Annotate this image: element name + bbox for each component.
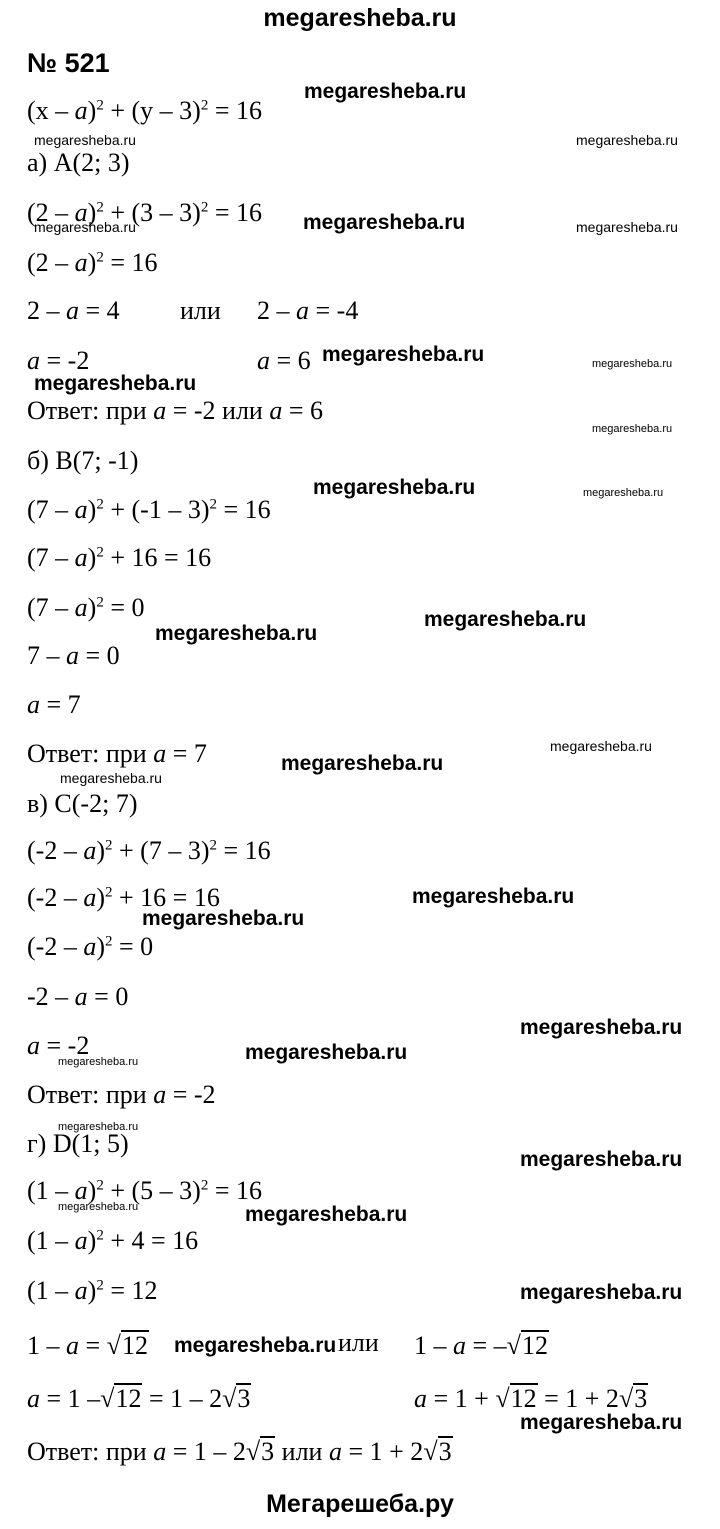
part-d-answer: Ответ: при a = 1 – 2√3 или a = 1 + 2√3	[27, 1437, 452, 1466]
part-a-line-3-left: 2 – a = 4	[27, 296, 120, 325]
part-b-line-5: a = 7	[27, 690, 81, 719]
watermark: megaresheba.ru	[34, 132, 136, 148]
part-b-line-4: 7 – a = 0	[27, 641, 120, 670]
part-d-line-3: (1 – a)$^2$ = 12	[27, 1276, 158, 1305]
watermark: megaresheba.ru	[303, 211, 466, 234]
sqrt-3: √3	[618, 1384, 648, 1413]
sqrt-3: √3	[222, 1384, 251, 1413]
part-c-line-3: (-2 – a)$^2$ = 0	[27, 932, 154, 961]
watermark: megaresheba.ru	[322, 343, 485, 366]
part-d-line-4-left: 1 – a = √12	[27, 1331, 148, 1360]
part-d-line-5-right: a = 1 + √12 = 1 + 2√3	[414, 1384, 648, 1413]
part-c-answer: Ответ: при a = -2	[27, 1080, 216, 1109]
part-c-line-5: a = -2	[27, 1031, 90, 1060]
part-b-line-3: (7 – a)$^2$ = 0	[27, 593, 145, 622]
part-d-line-5-left: a = 1 –√12 = 1 – 2√3	[27, 1384, 251, 1413]
part-d-line-1: (1 – a)$^2$ + (5 – 3)$^2$ = 16	[27, 1176, 262, 1205]
part-a-answer: Ответ: при a = -2 или a = 6	[27, 396, 324, 425]
watermark: megaresheba.ru	[550, 738, 652, 754]
site-footer: Мегарешеба.ру	[266, 1490, 454, 1518]
sqrt-12: √12	[506, 1331, 548, 1360]
sqrt-3: √3	[245, 1437, 275, 1466]
part-d-line-4-or: или	[338, 1328, 379, 1357]
main-equation: (x – a)$^2$ + (y – 3)$^2$ = 16	[27, 96, 262, 125]
part-b-header: б) B(7; -1)	[27, 446, 139, 475]
watermark: megaresheba.ru	[520, 1148, 683, 1171]
watermark: megaresheba.ru	[155, 622, 318, 645]
part-b-line-1: (7 – a)$^2$ + (-1 – 3)$^2$ = 16	[27, 495, 271, 524]
part-a-header: а) A(2; 3)	[27, 148, 130, 177]
part-a-line-4-right: a = 6	[257, 346, 311, 375]
watermark: megaresheba.ru	[412, 885, 575, 908]
watermark: megaresheba.ru	[245, 1203, 408, 1226]
watermark: megaresheba.ru	[313, 476, 476, 499]
part-c-header: в) C(-2; 7)	[27, 789, 138, 818]
watermark: megaresheba.ru	[583, 487, 664, 499]
watermark: megaresheba.ru	[592, 358, 673, 370]
watermark: megaresheba.ru	[58, 1056, 139, 1068]
watermark: megaresheba.ru	[60, 770, 162, 786]
part-a-line-3-right: 2 – a = -4	[257, 296, 359, 325]
part-c-line-2: (-2 – a)$^2$ + 16 = 16	[27, 883, 220, 912]
part-a-line-1: (2 – a)$^2$ + (3 – 3)$^2$ = 16	[27, 198, 262, 227]
part-a-line-2: (2 – a)$^2$ = 16	[27, 248, 158, 277]
watermark: megaresheba.ru	[592, 423, 673, 435]
watermark: megaresheba.ru	[576, 132, 678, 148]
sqrt-12: √12	[495, 1384, 537, 1413]
site-header: megaresheba.ru	[263, 4, 457, 32]
watermark: megaresheba.ru	[142, 907, 305, 930]
part-a-line-4-left: a = -2	[27, 346, 90, 375]
watermark: megaresheba.ru	[304, 80, 467, 103]
watermark: megaresheba.ru	[34, 372, 197, 395]
sqrt-12: √12	[106, 1331, 148, 1360]
watermark: megaresheba.ru	[58, 1121, 139, 1133]
part-b-answer: Ответ: при a = 7	[27, 739, 207, 768]
watermark: megaresheba.ru	[281, 752, 444, 775]
watermark: megaresheba.ru	[520, 1016, 683, 1039]
watermark: megaresheba.ru	[520, 1411, 683, 1434]
part-c-line-1: (-2 – a)$^2$ + (7 – 3)$^2$ = 16	[27, 836, 271, 865]
part-d-header: г) D(1; 5)	[27, 1129, 129, 1158]
watermark: megaresheba.ru	[520, 1281, 683, 1304]
watermark: megaresheba.ru	[424, 608, 587, 631]
part-d-line-4-right: 1 – a = –√12	[414, 1331, 548, 1360]
sqrt-12: √12	[100, 1384, 142, 1413]
problem-number: № 521	[27, 48, 110, 78]
part-d-line-2: (1 – a)$^2$ + 4 = 16	[27, 1226, 199, 1255]
watermark: megaresheba.ru	[245, 1041, 408, 1064]
part-c-line-4: -2 – a = 0	[27, 982, 129, 1011]
watermark: megaresheba.ru	[34, 219, 136, 235]
watermark: megaresheba.ru	[58, 1201, 139, 1213]
watermark: megaresheba.ru	[576, 219, 678, 235]
watermark: megaresheba.ru	[174, 1334, 337, 1357]
sqrt-3: √3	[423, 1437, 452, 1466]
part-a-line-3-or: или	[180, 296, 221, 325]
part-b-line-2: (7 – a)$^2$ + 16 = 16	[27, 543, 212, 572]
